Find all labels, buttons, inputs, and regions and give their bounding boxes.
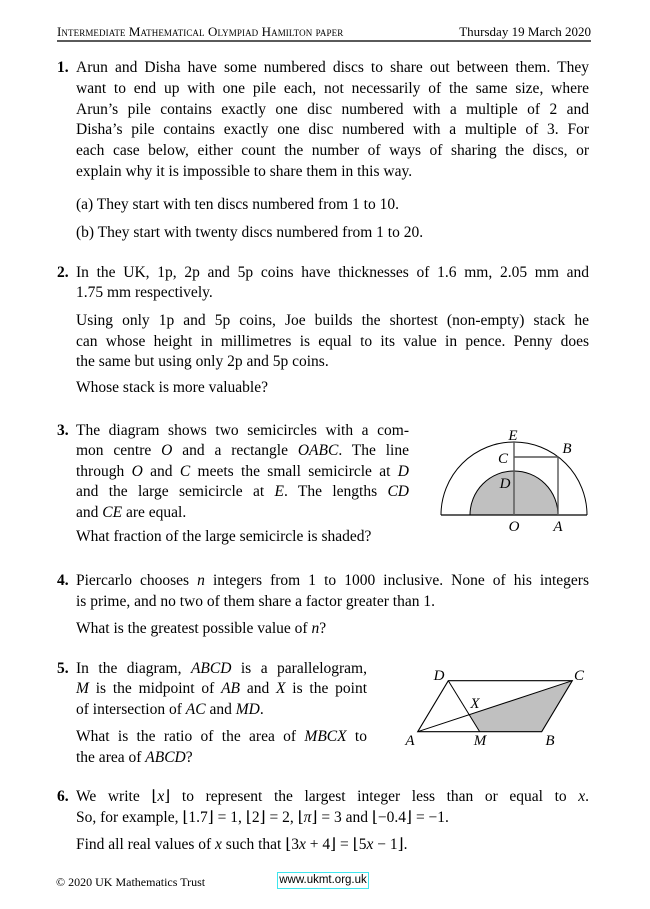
problem-1-part-a: (a) They start with ten discs numbered from 1 to 10. [76,196,399,213]
ukmt-website-link[interactable]: www.ukmt.org.uk [277,872,369,889]
problem-1-line: explain why it is impossible to share them in this way. [76,163,413,180]
problem-5-question: What is the ratio of the area of MBCX to [76,727,367,745]
problem-2-question: Whose stack is more valuable? [76,379,268,396]
problem-5-number: 5. [57,659,69,677]
label-c: C [497,451,509,467]
label-d: D [499,476,511,492]
label-e: E [508,428,518,444]
problem-4-line: is prime, and no two of them share a factor greater than 1. [76,593,435,610]
label-c: C [573,668,585,684]
label-b: B [562,441,572,457]
problem-5-question: the area of ABCD? [76,748,193,766]
problem-1-line: Disha’s pile contains exactly one disc numbered with a multiple of 3. For [76,121,589,138]
problem-3-number: 3. [57,421,69,439]
label-d: D [433,668,445,684]
problem-2-line: 1.75 mm respectively. [76,284,213,301]
semicircles-diagram [420,415,610,540]
problem-6-number: 6. [57,788,69,805]
label-m: M [473,733,487,749]
paper-title: Intermediate Mathematical Olympiad Hamilton paper [57,24,344,39]
problem-2-line: Using only 1p and 5p coins, Joe builds the shortest (non-empty) stack he [76,312,589,329]
problem-3-line: and the large semicircle at E. The lengths CD [76,483,409,500]
header-rule [57,40,591,42]
problem-1-line: Arun and Disha have some numbered discs to share out between them. They [76,59,589,76]
problem-1-line: Arun’s pile contains exactly one disc numbered with a multiple of 2 and [76,100,589,118]
problem-1-line: each case below, either count the number of ways of sharing the discs, or [76,142,589,159]
problem-6-line: We write ⌊x⌋ to represent the largest integer less than or equal to x. [76,788,589,805]
problem-4-number: 4. [57,572,69,589]
problem-5-line: M is the midpoint of AB and X is the point [76,680,367,697]
parallelogram-diagram [395,660,595,760]
problem-1-part-b: (b) They start with twenty discs numbered from 1 to 20. [76,224,424,241]
label-o: O [508,519,520,535]
paper-date: Thursday 19 March 2020 [459,24,591,39]
problem-6-question: Find all real values of x such that ⌊3x + 4⌋ = ⌊5x − 1⌋. [76,835,408,853]
problem-2-line: the same but using only 2p and 5p coins. [76,353,329,370]
label-a: A [405,733,415,749]
problem-3-line: through O and C meets the small semicircle at D [76,462,409,480]
label-a: A [553,519,563,535]
problem-4-line: Piercarlo chooses n integers from 1 to 1000 inclusive. None of his integers [76,572,589,589]
problem-4-question: What is the greatest possible value of n? [76,619,327,637]
label-x: X [470,696,480,712]
problem-2-line: In the UK, 1p, 2p and 5p coins have thicknesses of 1.6 mm, 2.05 mm and [76,263,589,281]
problem-3-line: mon centre O and a rectangle OABC. The line [76,442,409,459]
problem-1-line: want to end up with one pile each, not necessarily of the same size, where [76,80,589,97]
problem-6-line: So, for example, ⌊1.7⌋ = 1, ⌊2⌋ = 2, ⌊π⌋ = 3 and ⌊−0.4⌋ = −1. [76,809,449,826]
problem-3-line: The diagram shows two semicircles with a com- [76,421,409,439]
label-b: B [545,733,555,749]
problem-2-line: can whose height in millimetres is equal to its value in pence. Penny does [76,332,589,350]
problem-5-line: In the diagram, ABCD is a parallelogram, [76,659,367,677]
problem-3-line: and CE are equal. [76,503,187,521]
problem-5-line: of intersection of AC and MD. [76,700,264,718]
problem-1-number: 1. [57,59,69,76]
copyright-notice: © 2020 UK Mathematics Trust [56,875,206,889]
problem-3-question: What fraction of the large semicircle is shaded? [76,527,372,545]
problem-2-number: 2. [57,263,69,281]
